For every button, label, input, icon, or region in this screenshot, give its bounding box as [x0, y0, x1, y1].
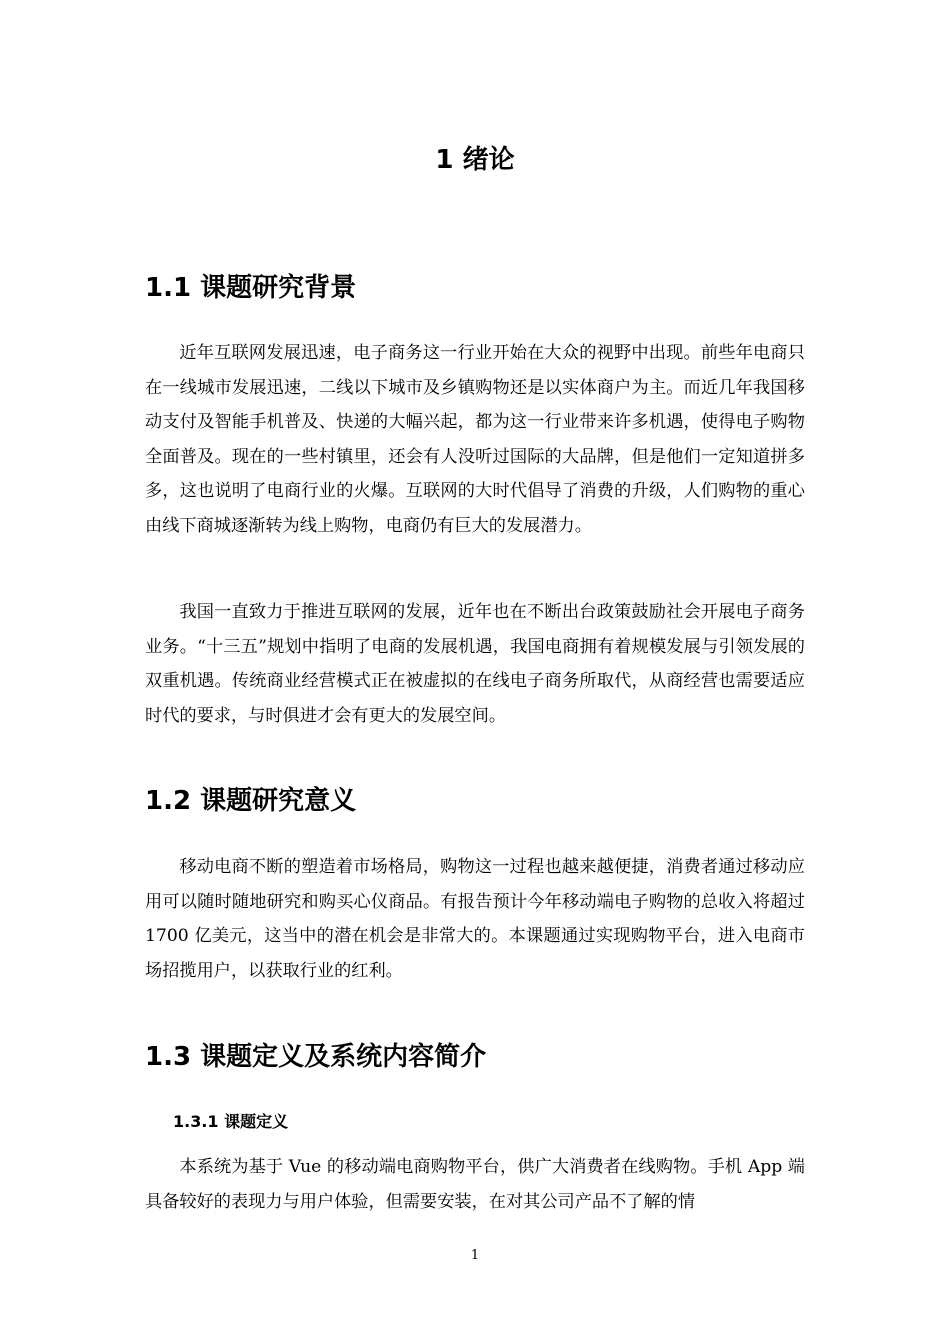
subsection-title-1-3-1: 1.3.1 课题定义: [173, 1112, 289, 1131]
paragraph-definition: 本系统为基于 Vue 的移动端电商购物平台，供广大消费者在线购物。手机 App 端具备较好的表现力与用户体验，但需要安装，在对其公司产品不了解的情: [145, 1157, 805, 1212]
paragraph-significance: 移动电商不断的塑造着市场格局，购物这一过程也越来越便捷，消费者通过移动应用可以随时随地研究和购买心仪商品。有报告预计今年移动端电子购物的总收入将超过 1700 亿美元，这当中的潜在机会是非常大的。本课题通过实现购物平台，进入电商市场招揽用户，以获取行业的红利。: [145, 857, 805, 981]
section-title-1-1: 1.1 课题研究背景: [145, 273, 357, 303]
section-title-1-2: 1.2 课题研究意义: [145, 786, 357, 816]
paragraph-background-1: 近年互联网发展迅速，电子商务这一行业开始在大众的视野中出现。前些年电商只在一线城市发展迅速，二线以下城市及乡镇购物还是以实体商户为主。而近几年我国移动支付及智能手机普及、快递的大幅兴起，都为这一行业带来许多机遇，使得电子购物全面普及。现在的一些村镇里，还会有人没听过国际的大品牌，但是他们一定知道拼多多，这也说明了电商行业的火爆。互联网的大时代倡导了消费的升级，人们购物的重心由线下商城逐渐转为线上购物，电商仍有巨大的发展潜力。: [145, 343, 805, 536]
page-number: 1: [470, 1248, 480, 1263]
chapter-title: 1 绪论: [435, 145, 515, 175]
section-title-1-3: 1.3 课题定义及系统内容简介: [145, 1042, 487, 1072]
paragraph-background-2: 我国一直致力于推进互联网的发展，近年也在不断出台政策鼓励社会开展电子商务业务。“十三五”规划中指明了电商的发展机遇，我国电商拥有着规模发展与引领发展的双重机遇。传统商业经营模式正在被虚拟的在线电子商务所取代，从商经营也需要适应时代的要求，与时俱进才会有更大的发展空间。: [145, 602, 805, 726]
